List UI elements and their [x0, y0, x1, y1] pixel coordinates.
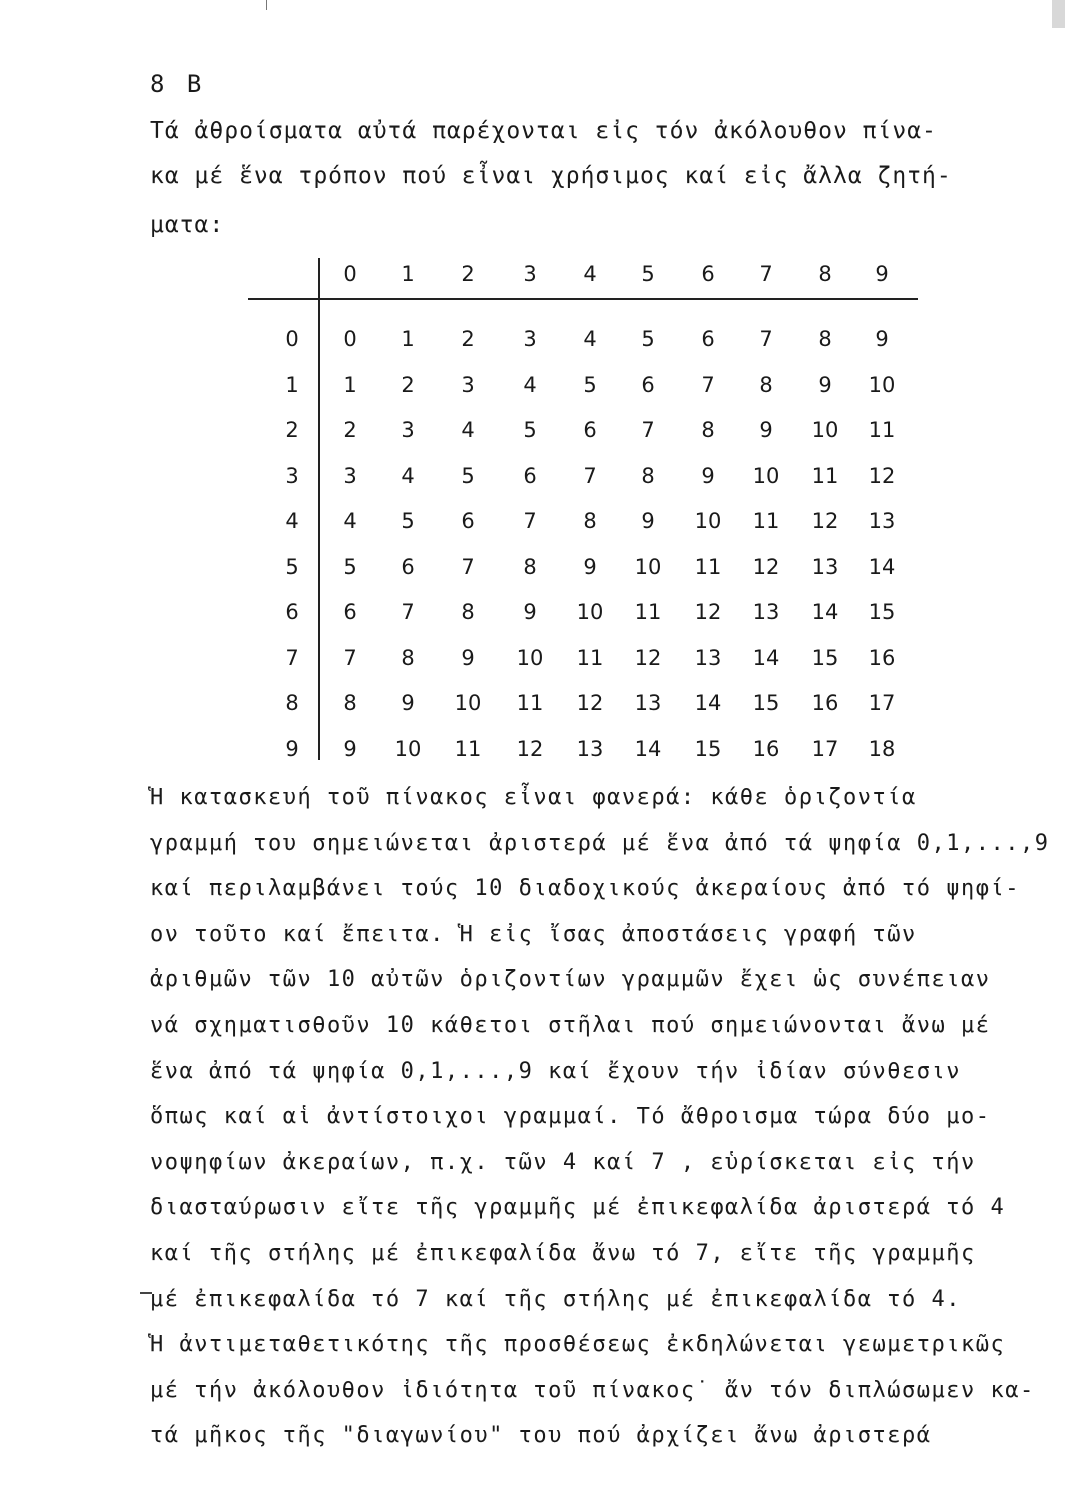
table-cell: 10 — [394, 736, 422, 761]
table-cell: 3 — [523, 327, 537, 351]
column-header: 6 — [701, 262, 715, 286]
table-cell: 7 — [641, 418, 655, 442]
table-cell: 5 — [523, 418, 537, 442]
row-header: 3 — [285, 463, 299, 488]
body-line: ἀριθμῶν τῶν 10 αὐτῶν ὁριζοντίων γραμμῶν ἔχει ὡς συνέπειαν — [150, 967, 991, 993]
table-cell: 10 — [694, 509, 722, 533]
table-cell: 9 — [523, 600, 537, 624]
row-header: 6 — [285, 600, 299, 624]
table-cell: 11 — [868, 418, 896, 442]
table-cell: 6 — [401, 554, 415, 579]
table-cell: 10 — [868, 372, 896, 397]
table-cell: 9 — [343, 736, 357, 761]
table-cell: 11 — [454, 736, 482, 761]
table-cell: 7 — [523, 509, 537, 533]
table-cell: 2 — [461, 327, 475, 351]
table-cell: 9 — [701, 463, 715, 488]
table-cell: 8 — [523, 554, 537, 579]
table-cell: 1 — [401, 327, 415, 351]
column-header: 9 — [875, 262, 889, 286]
table-cell: 14 — [634, 736, 662, 761]
table-cell: 0 — [343, 327, 357, 351]
table-cell: 7 — [461, 554, 475, 579]
table-cell: 10 — [516, 645, 544, 670]
table-cell: 4 — [401, 463, 415, 488]
table-cell: 6 — [583, 418, 597, 442]
table-cell: 9 — [759, 418, 773, 442]
table-cell: 9 — [401, 691, 415, 715]
table-cell: 8 — [641, 463, 655, 488]
intro-line: Τά ἀθροίσματα αὐτά παρέχονται εἰς τόν ἀκόλουθον πίνα- — [150, 118, 937, 144]
table-cell: 15 — [811, 645, 839, 670]
table-cell: 8 — [461, 600, 475, 624]
table-cell: 5 — [461, 463, 475, 488]
table-cell: 13 — [811, 554, 839, 579]
table-cell: 9 — [875, 327, 889, 351]
body-line: καί τῆς στήλης μέ ἐπικεφαλίδα ἄνω τό 7, εἴτε τῆς γραμμῆς — [150, 1241, 976, 1266]
body-line: ον τοῦτο καί ἔπειτα. Ἡ εἰς ἴσας ἀποστάσεις γραφή τῶν — [150, 921, 917, 947]
table-cell: 12 — [576, 691, 604, 715]
table-cell: 13 — [752, 600, 780, 624]
table-cell: 14 — [868, 554, 896, 579]
table-cell: 12 — [694, 600, 722, 624]
row-header: 4 — [285, 509, 299, 533]
table-cell: 9 — [818, 372, 832, 397]
row-header: 0 — [285, 327, 299, 351]
table-cell: 16 — [868, 645, 896, 670]
column-header: 5 — [641, 262, 655, 286]
table-cell: 4 — [343, 509, 357, 533]
row-header: 8 — [285, 691, 299, 715]
table-cell: 6 — [343, 600, 357, 624]
table-cell: 5 — [401, 509, 415, 533]
scan-edge-shadow — [1052, 0, 1065, 28]
table-cell: 7 — [583, 463, 597, 488]
body-line: νά σχηματισθοῦν 10 κάθετοι στῆλαι πού σημειώνονται ἄνω μέ — [150, 1013, 991, 1038]
table-cell: 13 — [868, 509, 896, 533]
table-cell: 5 — [343, 554, 357, 579]
table-cell: 12 — [516, 736, 544, 761]
table-cell: 6 — [641, 372, 655, 397]
row-header: 2 — [285, 418, 299, 442]
table-cell: 5 — [641, 327, 655, 351]
table-cell: 11 — [634, 600, 662, 624]
intro-line: κα μέ ἕνα τρόπον πού εἶναι χρήσιμος καί εἰς ἄλλα ζητή- — [150, 163, 952, 189]
table-cell: 2 — [343, 418, 357, 442]
table-cell: 16 — [752, 736, 780, 761]
body-line: μέ τήν ἀκόλουθον ἰδιότητα τοῦ πίνακος˙ ἄν τόν διπλώσωμεν κα- — [150, 1377, 1035, 1403]
table-cell: 11 — [811, 463, 839, 488]
table-cell: 13 — [634, 691, 662, 715]
table-cell: 3 — [461, 372, 475, 397]
table-cell: 6 — [701, 327, 715, 351]
table-vertical-rule — [318, 258, 320, 760]
table-cell: 5 — [583, 372, 597, 397]
table-cell: 8 — [759, 372, 773, 397]
table-cell: 14 — [694, 691, 722, 715]
body-line: μέ ἐπικεφαλίδα τό 7 καί τῆς στήλης μέ ἐπικεφαλίδα τό 4. — [150, 1286, 961, 1312]
table-cell: 4 — [461, 418, 475, 442]
table-cell: 17 — [811, 736, 839, 761]
column-header: 7 — [759, 262, 773, 286]
table-cell: 2 — [401, 372, 415, 397]
body-line: τά μῆκος τῆς "διαγωνίου" του πού ἀρχίζει ἄνω ἀριστερά — [150, 1423, 932, 1449]
table-cell: 10 — [752, 463, 780, 488]
table-cell: 16 — [811, 691, 839, 715]
column-header: 1 — [401, 262, 415, 286]
table-cell: 6 — [523, 463, 537, 488]
table-cell: 1 — [343, 372, 357, 397]
table-horizontal-rule — [248, 298, 918, 300]
table-cell: 4 — [523, 372, 537, 397]
column-header: 0 — [343, 262, 357, 286]
table-cell: 12 — [634, 645, 662, 670]
table-cell: 10 — [811, 418, 839, 442]
table-cell: 15 — [868, 600, 896, 624]
table-cell: 12 — [752, 554, 780, 579]
body-line: Ἡ κατασκευή τοῦ πίνακος εἶναι φανερά: κάθε ὁριζοντία — [150, 785, 917, 810]
table-cell: 8 — [401, 645, 415, 670]
table-cell: 14 — [752, 645, 780, 670]
table-cell: 3 — [343, 463, 357, 488]
table-cell: 14 — [811, 600, 839, 624]
body-line: διασταύρωσιν εἴτε τῆς γραμμῆς μέ ἐπικεφαλίδα ἀριστερά τό 4 — [150, 1195, 1006, 1221]
scan-mark — [266, 0, 267, 10]
table-cell: 10 — [454, 691, 482, 715]
table-cell: 9 — [583, 554, 597, 579]
table-cell: 15 — [752, 691, 780, 715]
table-cell: 17 — [868, 691, 896, 715]
table-cell: 7 — [343, 645, 357, 670]
table-cell: 6 — [461, 509, 475, 533]
body-line: ὅπως καί αἱ ἀντίστοιχοι γραμμαί. Τό ἄθροισμα τώρα δύο μο- — [150, 1104, 991, 1130]
table-cell: 12 — [868, 463, 896, 488]
table-cell: 7 — [759, 327, 773, 351]
table-cell: 12 — [811, 509, 839, 533]
table-cell: 7 — [701, 372, 715, 397]
table-cell: 13 — [694, 645, 722, 670]
table-cell: 8 — [343, 691, 357, 715]
body-line: γραμμή του σημειώνεται ἀριστερά μέ ἕνα ἀπό τά ψηφία 0,1,...,9 — [150, 830, 1050, 856]
row-header: 1 — [285, 372, 299, 397]
row-header: 9 — [285, 736, 299, 761]
body-line: νοψηφίων ἀκεραίων, π.χ. τῶν 4 καί 7 , εὑρίσκεται εἰς τήν — [150, 1149, 976, 1175]
row-header: 5 — [285, 554, 299, 579]
table-cell: 7 — [401, 600, 415, 624]
table-cell: 11 — [576, 645, 604, 670]
body-line: ἕνα ἀπό τά ψηφία 0,1,...,9 καί ἔχουν τήν ἰδίαν σύνθεσιν — [150, 1058, 961, 1084]
intro-line: ματα: — [150, 212, 225, 238]
column-header: 2 — [461, 262, 475, 286]
table-cell: 9 — [641, 509, 655, 533]
column-header: 8 — [818, 262, 832, 286]
table-cell: 4 — [583, 327, 597, 351]
table-cell: 3 — [401, 418, 415, 442]
table-cell: 13 — [576, 736, 604, 761]
table-cell: 11 — [516, 691, 544, 715]
table-cell: 15 — [694, 736, 722, 761]
table-cell: 18 — [868, 736, 896, 761]
table-cell: 8 — [818, 327, 832, 351]
body-line: καί περιλαμβάνει τούς 10 διαδοχικούς ἀκεραίους ἀπό τό ψηφί- — [150, 876, 1020, 902]
table-cell: 10 — [634, 554, 662, 579]
row-header: 7 — [285, 645, 299, 670]
page-number: 8 B — [150, 70, 206, 98]
table-cell: 11 — [752, 509, 780, 533]
body-line: Ἡ ἀντιμεταθετικότης τῆς προσθέσεως ἐκδηλώνεται γεωμετρικῶς — [150, 1332, 1006, 1358]
table-cell: 8 — [701, 418, 715, 442]
table-cell: 11 — [694, 554, 722, 579]
table-cell: 9 — [461, 645, 475, 670]
column-header: 4 — [583, 262, 597, 286]
table-cell: 8 — [583, 509, 597, 533]
table-cell: 10 — [576, 600, 604, 624]
column-header: 3 — [523, 262, 537, 286]
